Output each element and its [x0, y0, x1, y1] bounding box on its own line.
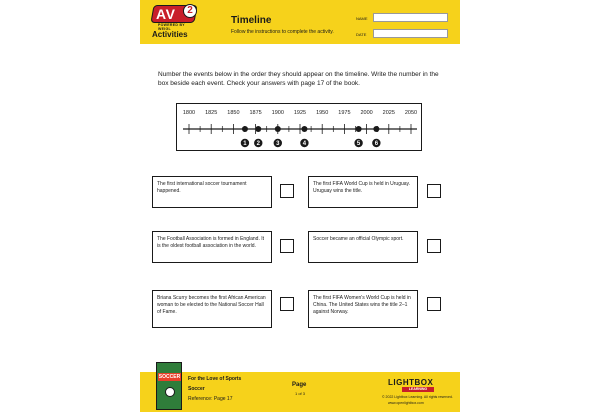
event-card-2	[308, 176, 418, 208]
timeline-year-label: 2050	[404, 110, 418, 116]
name-field[interactable]	[373, 13, 448, 22]
timeline-year-label: 1975	[338, 110, 351, 116]
timeline-dot	[275, 126, 281, 132]
timeline-year-label: 1900	[271, 110, 284, 116]
series-title: For the Love of Sports	[188, 376, 242, 382]
av2-logo	[150, 5, 198, 31]
cover-title: SOCCER	[158, 374, 181, 380]
timeline-marker-number: 6	[374, 141, 379, 148]
timeline-year-label: 2025	[382, 110, 395, 116]
reference: Reference: Page 17	[188, 396, 233, 402]
page-label: Page	[292, 382, 307, 388]
date-label: DATE	[356, 32, 367, 37]
event-text: The first FIFA World Cup is held in Uruguay. Uruguay wins the title.	[313, 181, 411, 194]
timeline-year-label: 1925	[293, 110, 307, 116]
website: www.openlightbox.com	[388, 401, 424, 405]
timeline-dot	[356, 126, 362, 132]
timeline-year-label: 1875	[249, 110, 262, 116]
copyright: © 2022 Lightbox Learning. All rights reserved.	[382, 395, 453, 399]
logo-superscript: 2	[183, 4, 197, 18]
timeline-dot	[255, 126, 261, 132]
date-field[interactable]	[373, 29, 448, 38]
timeline-year-label: 1825	[205, 110, 218, 116]
timeline-marker-number: 4	[302, 141, 307, 148]
timeline-year-label: 1950	[316, 110, 329, 116]
answer-box-3[interactable]	[280, 239, 294, 253]
timeline-marker-number: 1	[243, 141, 247, 148]
logo-subtext: POWERED BY WEIGL	[158, 23, 185, 31]
event-text: The first FIFA Women's World Cup is held in China. The United States wins the title 2–1 against Norway.	[313, 295, 411, 315]
event-text: The first international soccer tournament happened.	[157, 181, 247, 194]
event-card-6	[308, 290, 418, 328]
timeline-year-label: 1850	[227, 110, 240, 116]
timeline-marker-number: 2	[256, 141, 260, 148]
answer-box-1[interactable]	[280, 184, 294, 198]
answer-box-2[interactable]	[427, 184, 441, 198]
page-subtitle: Follow the instructions to complete the activity.	[231, 29, 334, 35]
header-band	[140, 0, 460, 44]
answer-box-4[interactable]	[427, 239, 441, 253]
event-card-5	[152, 290, 272, 328]
page-number: 1 of 3	[295, 391, 306, 396]
logo-text: AV	[156, 6, 176, 22]
lightbox-sublabel: LEARNING	[402, 387, 434, 392]
timeline-dot	[373, 126, 379, 132]
book-title: Soccer	[188, 386, 205, 392]
name-label: NAME	[356, 16, 368, 21]
worksheet	[140, 0, 460, 412]
timeline-dot	[301, 126, 307, 132]
event-card-4	[308, 231, 418, 263]
timeline-dot	[242, 126, 248, 132]
page-title: Timeline	[231, 15, 272, 26]
event-text: Briana Scurry becomes the first African American woman to be elected to the National Soccer Hall of Fame.	[157, 295, 266, 315]
soccer-ball-icon	[165, 387, 175, 397]
timeline-graphic	[177, 104, 423, 152]
timeline-year-label: 2000	[360, 110, 373, 116]
timeline-marker-number: 3	[276, 141, 280, 148]
lightbox-logo: LIGHTBOX	[388, 378, 434, 387]
timeline-year-label: 1800	[182, 110, 196, 116]
event-card-1	[152, 176, 272, 208]
event-card-3	[152, 231, 272, 263]
instructions: Number the events below in the order they should appear on the timeline. Write the number in the box beside each event. Check your answers with page 17 of the book.	[158, 71, 439, 87]
event-text: The Football Association is formed in England. It is the oldest football association in the world.	[157, 236, 265, 249]
timeline-marker-number: 5	[356, 141, 361, 148]
book-cover	[156, 362, 182, 410]
event-text: Soccer became an official Olympic sport.	[313, 236, 404, 242]
activities-label: Activities	[152, 30, 188, 39]
answer-box-6[interactable]	[427, 297, 441, 311]
answer-box-5[interactable]	[280, 297, 294, 311]
timeline-panel	[176, 103, 422, 151]
